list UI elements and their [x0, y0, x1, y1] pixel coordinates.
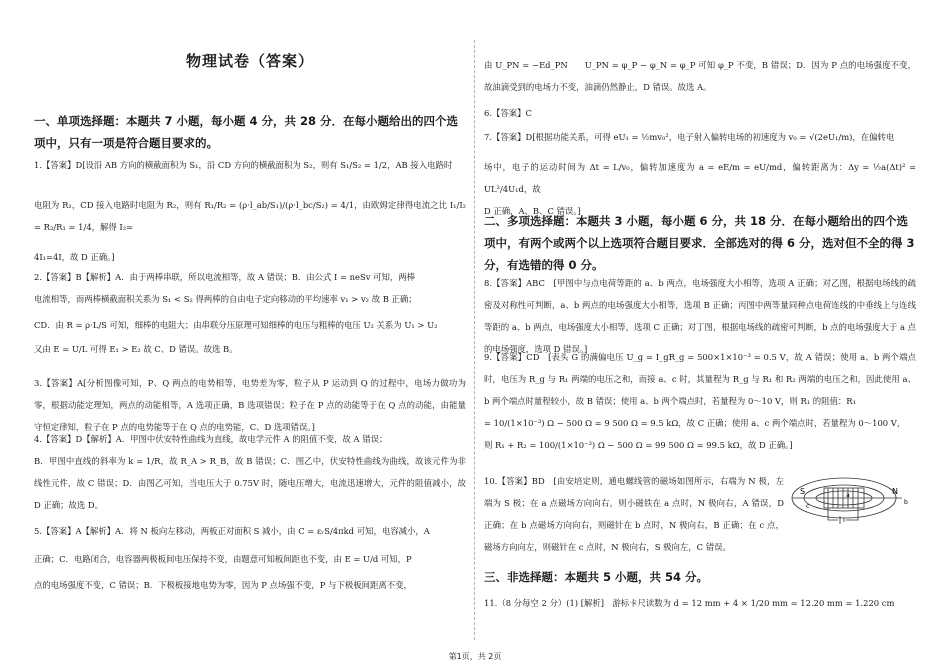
- q2-line-a: 2.【答案】B【解析】A．由于两棒串联，所以电流相等，故 A 错误；B．由公式 I = neSv 可知，两棒: [34, 272, 416, 282]
- q2-line-d: 又由 E = U/L 可得 E₁ > E₂ 故 C、D 错误。故选 B。: [34, 344, 238, 354]
- q1-line-c: 4I₁=4I，故 D 正确。]: [34, 252, 115, 262]
- q5-line-c: 点的电场强度不变，C 错误；B．下极板接地电势为零，因为 P 点场强不变，P 与下极板间距离不变，: [34, 580, 412, 590]
- point-a-label: a: [846, 492, 850, 499]
- q9-line-c: 则 R₁ + R₂ = 100/(1×10⁻³) Ω − 500 Ω = 99 500 Ω = 99.5 kΩ，故 D 正确。]: [484, 440, 793, 450]
- q4-line-b: B．甲图中直线的斜率为 k = 1/R，故 R_A > R_B，故 B 错误；C．图乙中，伏安特性曲线为曲线，故该元件为非线性元件，故 C 错误；D．由图乙可知，当电压大于 0.75V 时，随电压增大，电流迅速增大，元件的阻值减小，故 D 正确；故选 D。: [34, 456, 466, 510]
- q10-text: 10.【答案】BD [由安培定则，通电螺线管的磁场如图所示，右端为 N 极，左端为 S 极；在 a 点磁场方向向右，则小磁铁在 a 点时，N 极向右，A 错误，D 正确；在 b 点磁场方向向右，则磁针在 b 点时，N 极向右，B 正确；在 c 点，磁场方向向左，则磁针在 c 点时，N 极向右，S 极向左，C 错误。: [484, 476, 784, 552]
- q5-line-d: 由 U_PN = −Ed_PN U_PN = φ_P − φ_N = φ_P 可知 φ_P 不变，B 错误；D．因为 P 点的电场强度不变，故油滴受到的电场力不变，油滴仍然静止，D 错误。故选 A。: [484, 60, 916, 92]
- point-b-label: b: [904, 499, 908, 506]
- answer-q1: [34, 154, 466, 268]
- section-heading-3: 三、非选择题：本题共 5 小题，共 54 分。: [484, 570, 709, 584]
- pole-s-label: S: [800, 487, 806, 496]
- right-column: [484, 0, 916, 647]
- pole-n-label: N: [892, 487, 898, 496]
- answer-q2: [34, 266, 466, 360]
- q7-line-a: 7.【答案】D[根据功能关系，可得 eU₁ = ½mv₀²，电子射入偏转电场的初速度为 v₀ = √(2eU₁/m)，在偏转电: [484, 132, 895, 142]
- section-multi-choice: [484, 210, 916, 276]
- q5-line-b: 正确；C．电路闭合，电容器两极板间电压保持不变，由题意可知板间距也不变，由 E = U/d 可知，P: [34, 554, 412, 564]
- section-single-choice: [34, 110, 466, 154]
- section-heading-2: 二、多项选择题：本题共 3 小题，每小题 6 分，共 18 分．在每小题给出的四个选项中，有两个或两个以上选项符合题目要求．全部选对的得 6 分，选对但不全的得 3 分，有选错的得 0 分。: [484, 214, 915, 272]
- point-c-label: c: [806, 503, 810, 510]
- answer-q9: [484, 346, 916, 456]
- q1-line-b: 电阻为 R₁，CD 接入电路时电阻为 R₂，则有 R₁/R₂ = (ρ·l_ab/S₁)/(ρ·l_bc/S₂) = 4/1，由欧姆定律得电流之比 I₁/I₂ = R₂/R₁ = 1/4，解得 I₂=: [34, 200, 466, 232]
- q6-text: 6.【答案】C: [484, 108, 532, 118]
- answer-q11: [484, 592, 916, 614]
- answer-q5-continued: [484, 54, 916, 98]
- q11-text: 11.（8 分每空 2 分）(1) [解析] 游标卡尺读数为 d = 12 mm + 4 × 1/20 mm = 12.20 mm = 1.220 cm: [484, 598, 895, 608]
- q7-line-b: 场中，电子的运动时间为 Δt = L/v₀，偏转加速度为 a = eE/m = eU/md，偏转距离为：Δy = ½a(Δt)² = UL²/4U₁d，故: [484, 162, 916, 194]
- q2-line-c: CD．由 R = ρ·L/S 可知，细棒的电阻大；由串联分压原理可知细棒的电压与粗棒的电压 U₂ 关系为 U₁ > U₂: [34, 320, 438, 330]
- q3-text: 3.【答案】A[分析图像可知，P、Q 两点的电势相等，电势差为零，粒子从 P 运动到 Q 的过程中，电场力做功为零，根据动能定理知，两点的动能相等，A 选项正确，B 选项错误；粒子在 P 点的动能等于在 Q 点的动能，由能量守恒定律知，粒子在 P 点的电势能等于在 Q 点的电势能，C、D 选项错误。]: [34, 378, 466, 432]
- q8-text: 8.【答案】ABC [甲图中与点电荷等距的 a、b 两点，电场强度大小相等，选项 A 正确；对乙图，根据电场线的疏密及对称性可判断，a、b 两点的电场强度大小相等，选项 B 正确；丙图中两等量同种点电荷连线的中垂线上与连线等距的 a、b 两点，电场强度大小相等，选项 C 正确；对丁图，根据电场线的疏密可判断，b 点的电场强度大于 a 点的电场强度，选项 D 错误。]: [484, 278, 916, 354]
- q1-line-a: 1.【答案】D[设沿 AB 方向的横截面积为 S₁，沿 CD 方向的横截面积为 S₂，则有 S₁/S₂ = 1/2，AB 接入电路时: [34, 160, 453, 170]
- column-divider: [474, 40, 475, 640]
- answer-q7: [484, 126, 916, 222]
- answer-q6: [484, 102, 916, 124]
- answer-q5: [34, 520, 466, 596]
- page-title: 物理试卷（答案）: [185, 52, 314, 70]
- page-footer: 第1页，共 2页: [448, 652, 502, 661]
- left-column: [34, 0, 466, 647]
- q5-line-a: 5.【答案】A【解析】A．将 N 板向左移动，两板正对面积 S 减小，由 C = εᵣS/4πkd 可知，电容减小，A: [34, 526, 430, 536]
- answer-q10: [484, 470, 784, 558]
- q2-line-b: 电流相等，而两棒横截面积关系为 S₁ < S₂ 得两棒的自由电子定向移动的平均速率 v₁ > v₂ 故 B 正确；: [34, 294, 417, 304]
- q7-line-c: D 正确，A、B、C 错误。]: [484, 206, 581, 216]
- q9-line-a: 9.【答案】CD [表头 G 的满偏电压 U_g = I_gR_g = 500×1×10⁻³ = 0.5 V，故 A 错误；使用 a、b 两个端点时，电压为 R_g 与 R₁ 两端的电压之和，而接 a、c 时，其量程为 R_g 与 R₁ 和 R₂ 两端的电压之和，因此使用 a、b 两个端点时量程较小，故 B 错误；使用 a、b 两个端点时，若量程为 0～10 V，则 R₁ 的阻值：R₁: [484, 352, 916, 406]
- answer-q4: [34, 428, 466, 516]
- q9-line-b: = 10/(1×10⁻³) Ω − 500 Ω = 9 500 Ω = 9.5 kΩ，故 C 正确；使用 a、c 两个端点时，若量程为 0～100 V，: [484, 418, 906, 428]
- q4-line-a: 4.【答案】D【解析】A．甲图中伏安特性曲线为直线，故电学元件 A 的阻值不变，故 A 错误；: [34, 434, 388, 444]
- solenoid-diagram: [786, 470, 910, 532]
- section-non-choice: [484, 566, 916, 588]
- section-heading-1: 一、单项选择题：本题共 7 小题，每小题 4 分，共 28 分．在每小题给出的四个选项中，只有一项是符合题目要求的。: [34, 114, 459, 150]
